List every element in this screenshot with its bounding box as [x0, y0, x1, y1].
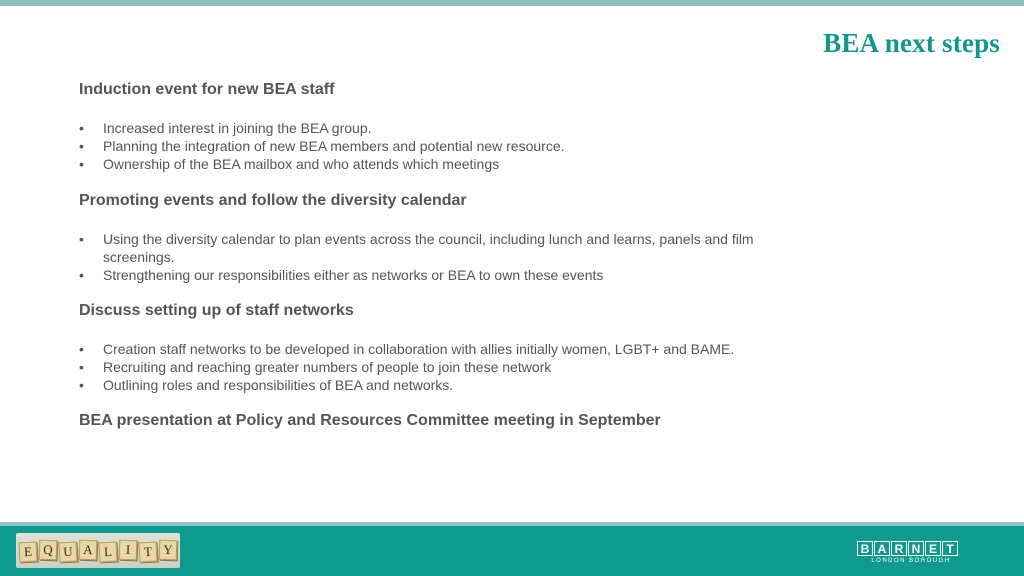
list-item — [79, 376, 819, 394]
barnet-logo-subtitle: LONDON BOROUGH — [871, 558, 951, 564]
bullet-text: Outlining roles and responsibilities of BEA and networks. — [103, 377, 454, 393]
top-accent-bar — [0, 0, 1024, 6]
bullet-icon: • — [79, 156, 84, 172]
logo-letter: E — [925, 541, 941, 556]
logo-letter: A — [874, 541, 890, 556]
letter-tile: I — [119, 539, 138, 560]
bullet-icon: • — [79, 267, 84, 283]
list-item — [79, 137, 819, 155]
bullet-icon: • — [79, 138, 84, 154]
list-item — [79, 266, 819, 284]
slide-title: BEA next steps — [823, 28, 1000, 58]
list-item — [79, 155, 819, 173]
bullet-icon: • — [79, 359, 84, 375]
bullet-text: Planning the integration of new BEA members and potential new resource. — [103, 138, 565, 154]
section-heading-promoting-events: Promoting events and follow the diversity calendar — [79, 192, 467, 209]
equality-tiles-image — [16, 533, 180, 568]
letter-tile: T — [138, 541, 157, 562]
section-heading-staff-networks: Discuss setting up of staff networks — [79, 302, 354, 319]
logo-letter: T — [942, 541, 958, 556]
bullet-list-promoting-events — [79, 230, 819, 284]
section-heading-induction: Induction event for new BEA staff — [79, 81, 335, 98]
list-item — [79, 340, 819, 358]
list-item — [79, 230, 819, 266]
bullet-icon: • — [79, 341, 84, 357]
section-heading-presentation: BEA presentation at Policy and Resources Committee meeting in September — [79, 412, 661, 429]
bullet-icon: • — [79, 120, 84, 136]
logo-letter: B — [857, 541, 873, 556]
bullet-list-induction — [79, 119, 819, 173]
letter-tile: L — [98, 541, 117, 562]
list-item — [79, 358, 819, 376]
letter-tile: U — [58, 541, 77, 562]
bullet-text: Increased interest in joining the BEA group. — [103, 120, 372, 136]
letter-tile: Y — [159, 539, 178, 560]
bullet-icon: • — [79, 231, 84, 247]
bullet-text: Using the diversity calendar to plan events across the council, including lunch and learns, panels and film screenings. — [103, 231, 754, 265]
letter-tile: A — [79, 539, 98, 560]
logo-letter: N — [908, 541, 924, 556]
bullet-text: Creation staff networks to be developed in collaboration with allies initially women, LGBT+ and BAME. — [103, 341, 735, 357]
logo-letter: R — [891, 541, 907, 556]
letter-tile: Q — [39, 539, 58, 560]
bullet-text: Ownership of the BEA mailbox and who attends which meetings — [103, 156, 500, 172]
list-item — [79, 119, 819, 137]
bullet-text: Recruiting and reaching greater numbers of people to join these network — [103, 359, 552, 375]
letter-tile: E — [18, 541, 37, 562]
bullet-list-staff-networks — [79, 340, 819, 394]
barnet-logo-letters — [857, 541, 967, 556]
bullet-icon: • — [79, 377, 84, 393]
barnet-logo — [857, 541, 967, 564]
bullet-text: Strengthening our responsibilities either as networks or BEA to own these events — [103, 267, 604, 283]
